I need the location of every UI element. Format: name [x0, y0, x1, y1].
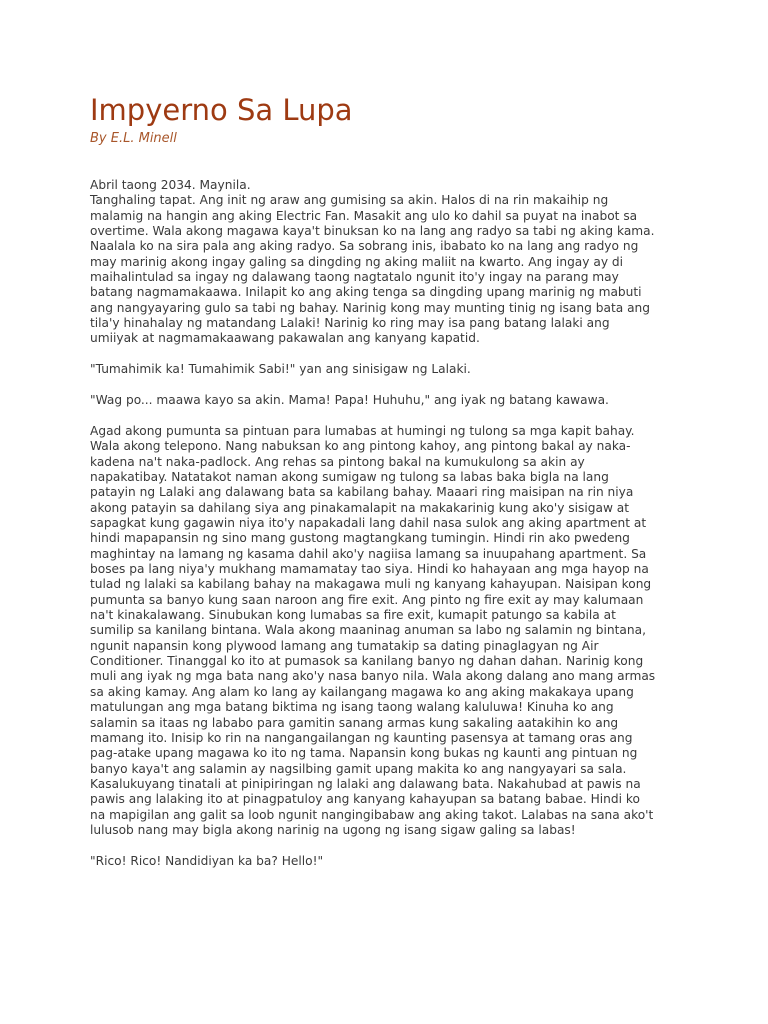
text-line: Wala akong telepono. Nang nabuksan ko ang pintong kahoy, ang pintong bakal ay naka- — [90, 439, 631, 454]
paragraph — [90, 362, 690, 377]
text-line: ang nangyayaring gulo sa tabi ng bahay. Narinig kong may munting tinig ng isang bata ang — [90, 300, 650, 315]
text-line: maghintay na lamang ng kasama dahil ako'y nagiisa lamang sa inuupahang apartment. Sa — [90, 546, 647, 561]
text-line: pawis ang lalaking ito at pinagpatuloy ang kanyang kahayupan sa batang babae. Hindi ko — [90, 792, 640, 807]
text-line: overtime. Wala akong magawa kaya't binuksan ko na lang ang radyo sa tabi ng aking kama. — [90, 224, 655, 239]
text-line: pag-atake upang magawa ko ito ng tama. Napansin kong bukas ng kaunti ang pintuan ng — [90, 746, 638, 761]
paragraph — [90, 424, 690, 838]
text-line: Tanghaling tapat. Ang init ng araw ang gumising sa akin. Halos di na rin makaihip ng — [90, 193, 609, 208]
text-line: salamin sa itaas ng lababo para gamitin sanang armas kung sakaling aatakihin ko ang — [90, 715, 619, 730]
text-line: umiiyak at nagmamakaawang pakawalan ang kanyang kapatid. — [90, 331, 480, 346]
text-line: sapagkat kung gagawin niya ito'y napakadali lang dahil nasa sulok ang aking apartment at — [90, 516, 647, 531]
document-title: Impyerno Sa Lupa — [90, 93, 353, 127]
text-line: hindi mapapansin ng sino mang gustong magtangkang tumingin. Hindi rin ako pwedeng — [90, 531, 630, 546]
author-byline: By E.L. Minell — [90, 131, 177, 146]
text-line: Abril taong 2034. Maynila. — [90, 178, 251, 192]
text-line: Naalala ko na sira pala ang aking radyo. Sa sobrang inis, ibabato ko na lang ang radyo ng — [90, 239, 639, 254]
text-line: matulungan ang mga batang biktima ng isang taong walang kaluluwa! Kinuha ko ang — [90, 700, 614, 715]
text-line: pumunta sa banyo kung saan naroon ang fire exit. Ang pinto ng fire exit ay may kalumaan — [90, 592, 644, 607]
text-line: malamig na hangin ang aking Electric Fan. Masakit ang ulo ko dahil sa puyat na inabot sa — [90, 208, 638, 223]
text-line: "Rico! Rico! Nandidiyan ka ba? Hello!" — [90, 853, 324, 868]
text-line: sa aking kamay. Ang alam ko lang ay kailangang magawa ko ang aking makakaya upang — [90, 684, 634, 699]
text-line: tulad ng lalaki sa kabilang bahay na makagawa muli ng kanyang kahayupan. Naisipan kong — [90, 577, 652, 592]
text-line: Kasalukuyang tinatali at pinipiringan ng lalaki ang dalawang bata. Nakahubad at pawis na — [90, 776, 641, 791]
text-line: lulusob nang may bigla akong narinig na ugong ng isang sigaw galing sa labas! — [90, 822, 576, 837]
text-line: boses pa lang niya'y mukhang mamamatay tao siya. Hindi ko hahayaan ang mga hayop na — [90, 562, 649, 577]
text-line: "Tumahimik ka! Tumahimik Sabi!" yan ang sinisigaw ng Lalaki. — [90, 362, 471, 377]
text-line: kadena na't naka-padlock. Ang rehas sa pintong bakal na kumukulong sa akin ay — [90, 454, 585, 469]
text-line: akong patayin sa dahilang siya ang pinakamalapit na makakarinig kung ako'y sisigaw at — [90, 500, 630, 515]
text-line: batang nagmamakaawa. Inilapit ko ang aking tenga sa dingding upang marinig ng mabuti — [90, 285, 642, 300]
paragraph — [90, 393, 690, 408]
text-line: tila'y hinahalay ng matandang Lalaki! Narinig ko ring may isa pang batang lalaki ang — [90, 316, 610, 331]
paragraph — [90, 178, 690, 347]
text-line: "Wag po... maawa kayo sa akin. Mama! Papa! Huhuhu," ang iyak ng batang kawawa. — [90, 393, 609, 408]
text-line: na't kinakalawang. Sinubukan kong lumabas sa fire exit, kumapit patungo sa kabila at — [90, 608, 616, 623]
text-line: banyo kaya't ang salamin ay nagsilbing gamit upang makita ko ang nangyayari sa sala. — [90, 761, 627, 776]
text-line: Conditioner. Tinanggal ko ito at pumasok sa kanilang banyo ng dahan dahan. Narinig kong — [90, 654, 644, 669]
text-line: napakatibay. Natatakot naman akong sumigaw ng tulong sa labas baka bigla na lang — [90, 470, 609, 484]
document-page — [90, 92, 690, 869]
text-line: sumilip sa kanilang bintana. Wala akong maaninag anuman sa labo ng salamin ng bintana, — [90, 623, 646, 638]
text-line: muli ang iyak ng mga bata nang ako'y nasa banyo nila. Wala akong dalang ano mang armas — [90, 669, 656, 684]
text-line: na mapigilan ang galit sa loob ngunit nangingibabaw ang aking takot. Lalabas na sana ako't — [90, 807, 654, 822]
document-body — [90, 178, 690, 869]
text-line: may marinig akong ingay galing sa dingding ng aking maliit na kwarto. Ang ingay ay di — [90, 254, 624, 269]
text-line: ngunit napansin kong plywood lamang ang tumatakip sa dating pinaglagyan ng Air — [90, 638, 599, 653]
text-line: Agad akong pumunta sa pintuan para lumabas at humingi ng tulong sa mga kapit bahay. — [90, 423, 635, 438]
text-line: maihalintulad sa ingay ng dalawang taong nagtatalo ngunit ito'y ingay na parang may — [90, 270, 619, 285]
text-line: patayin ng Lalaki ang dalawang bata sa kabilang bahay. Maaari ring maisipan na rin niya — [90, 485, 634, 500]
text-line: mamang ito. Inisip ko rin na nangangailangan ng kaunting pasensya at tamang oras ang — [90, 730, 633, 745]
paragraph — [90, 854, 690, 869]
